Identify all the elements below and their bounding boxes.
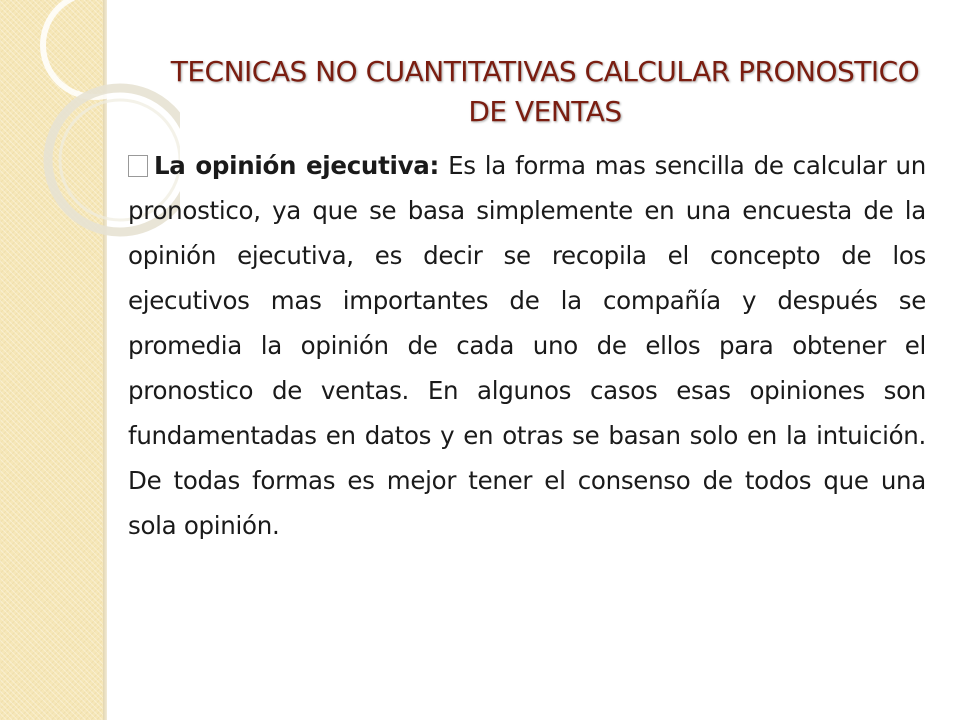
slide-title: TECNICAS NO CUANTITATIVAS CALCULAR PRONOSTICO DE VENTAS bbox=[170, 55, 920, 128]
bullet-lead: La opinión ejecutiva: bbox=[154, 151, 439, 180]
square-bullet-icon bbox=[128, 155, 148, 177]
bullet-text: Es la forma mas sencilla de calcular un pronostico, ya que se basa simplemente en una encuesta de la opinión ejecutiva, es decir se recopila el concepto de los ejecutivos mas importantes de la compañía y después se promedia la opinión de cada uno de ellos para obtener el pronostico de ventas. En algunos casos esas opiniones son fundamentadas en datos y en otras se basan solo en la intuición. De todas formas es mejor tener el consenso de todos que una sola opinión. bbox=[128, 151, 927, 540]
bullet-paragraph bbox=[128, 143, 926, 548]
